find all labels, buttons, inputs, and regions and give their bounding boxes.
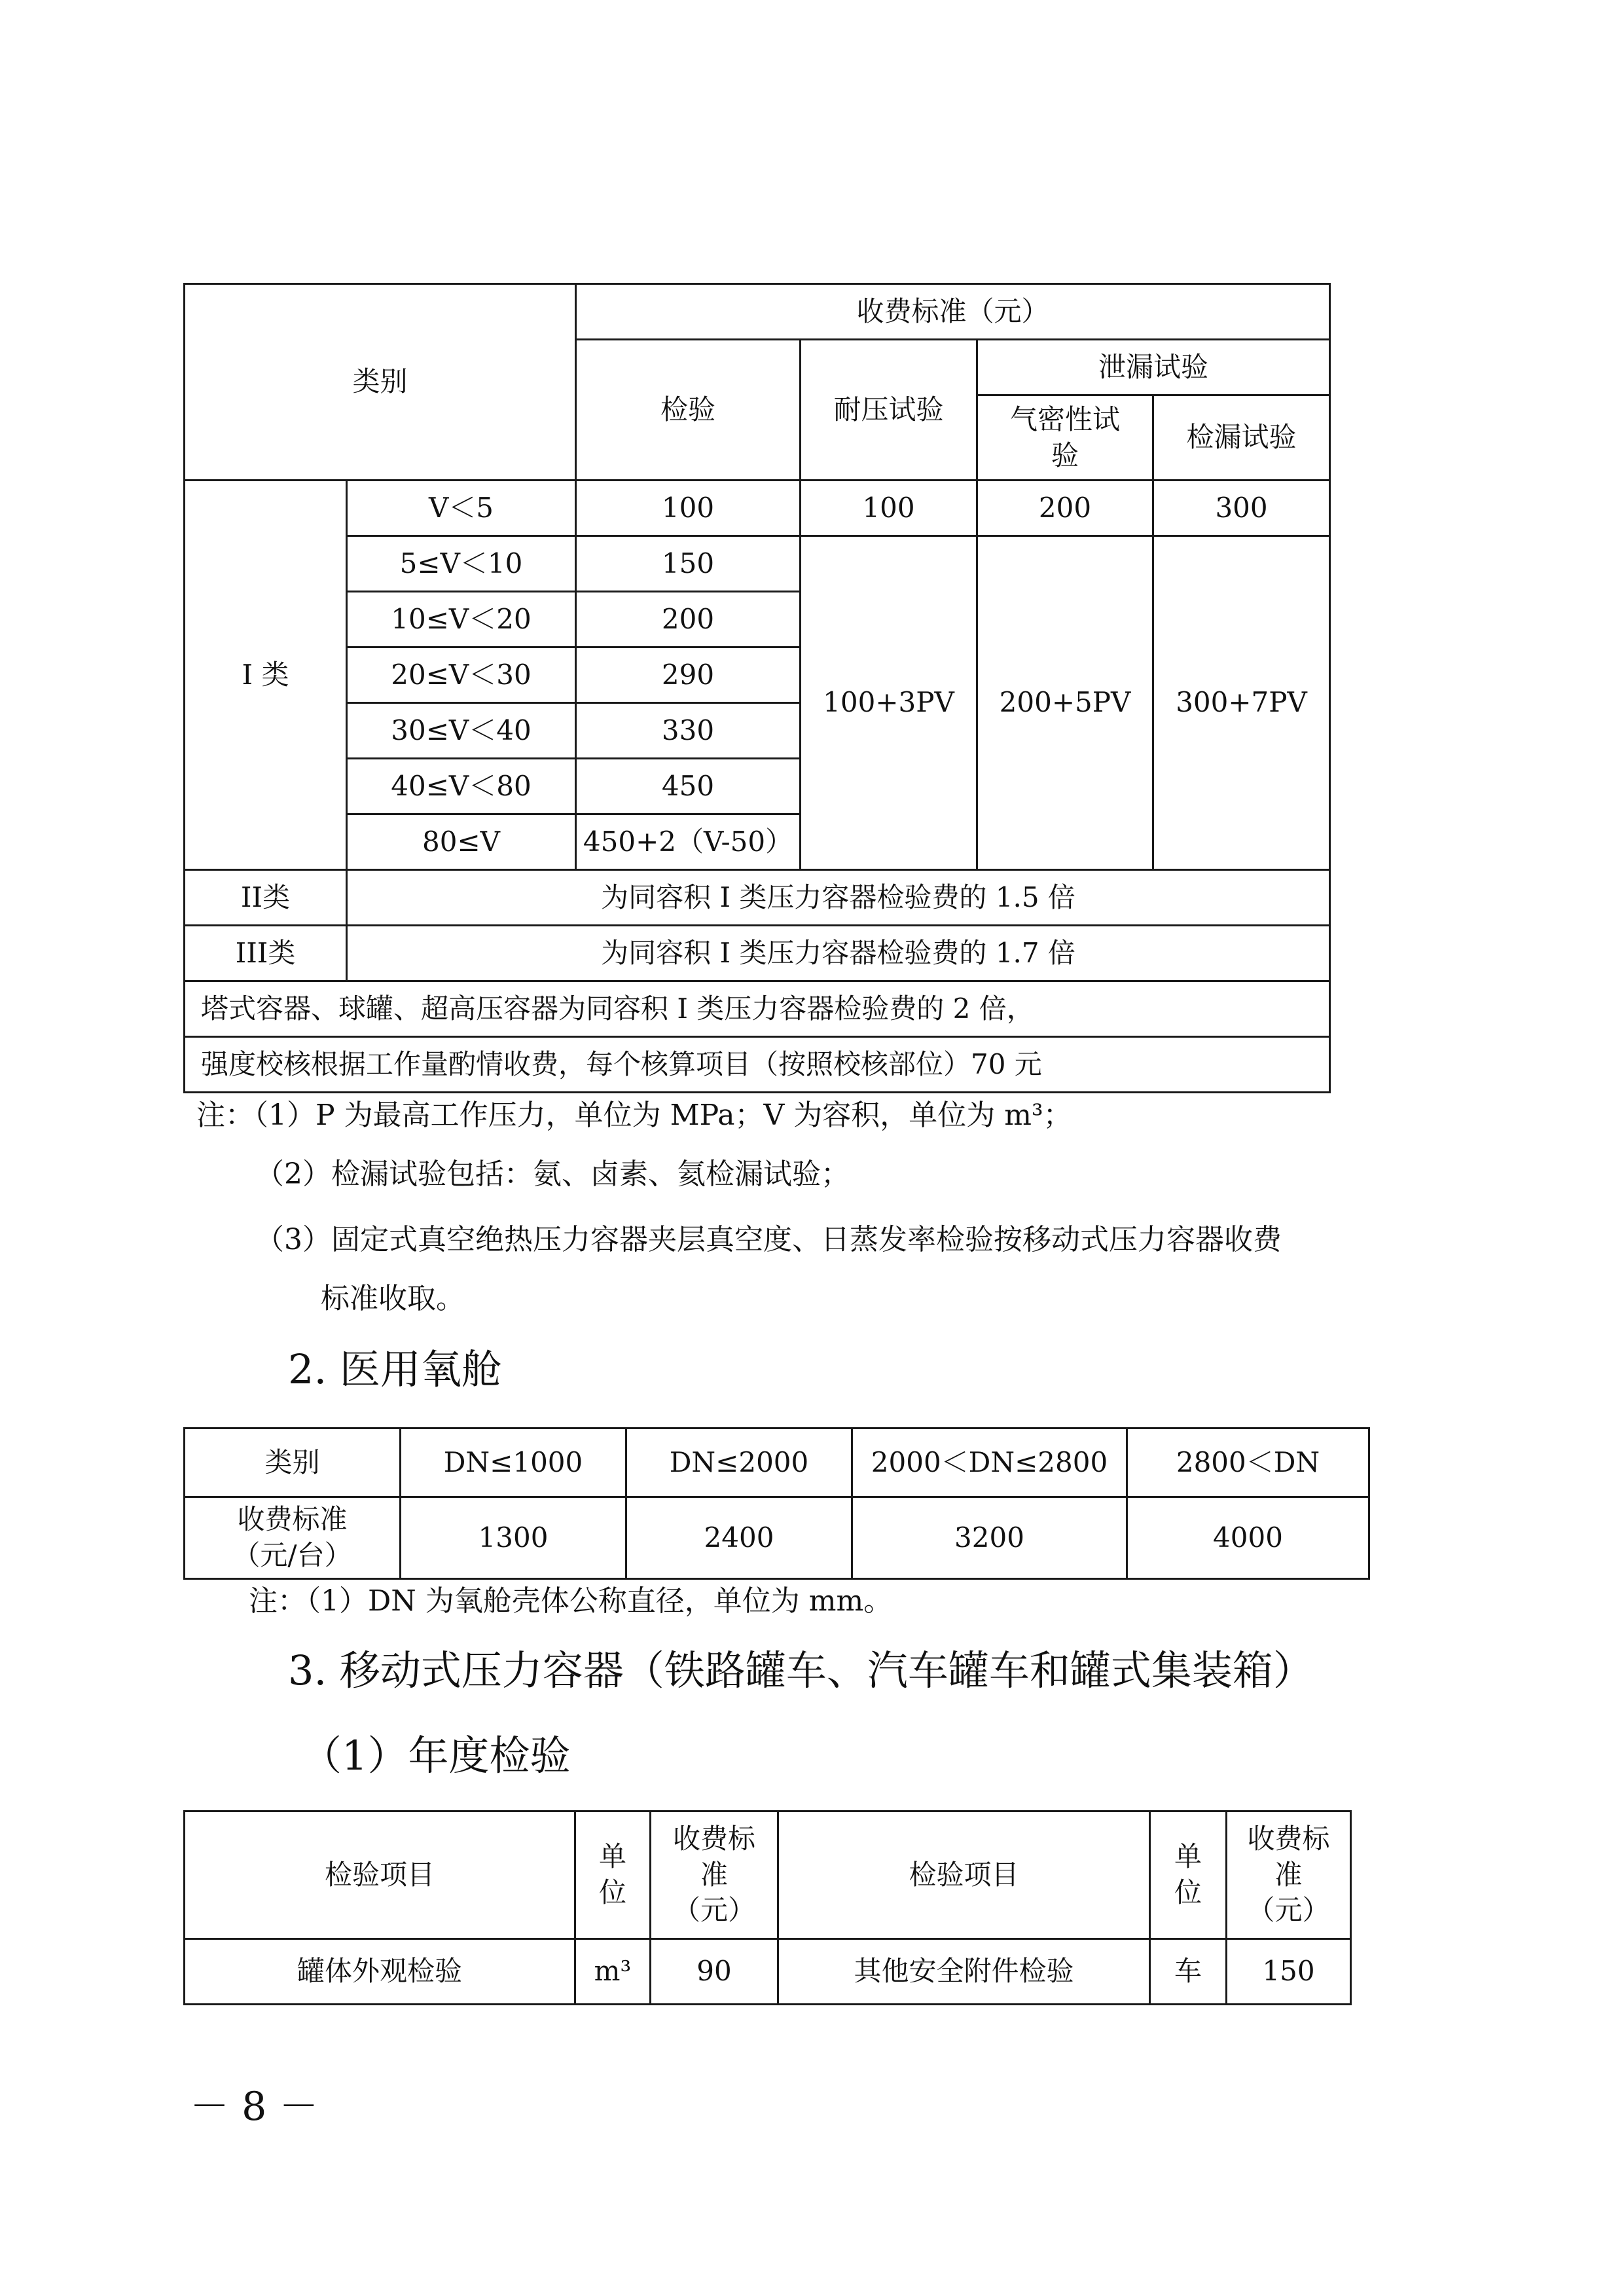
footer-line-2: 强度校核根据工作量酌情收费，每个核算项目（按照校核部位）70 元 xyxy=(185,1037,1330,1093)
range-cell: 20≤V＜30 xyxy=(347,647,576,703)
oc-row-label: 收费标准（元/台） xyxy=(185,1497,401,1579)
header-pressure-test: 耐压试验 xyxy=(801,340,977,481)
inspection-cell: 100 xyxy=(576,481,801,536)
range-cell: 80≤V xyxy=(347,814,576,870)
class3-label: III类 xyxy=(185,926,347,981)
range-cell: 40≤V＜80 xyxy=(347,759,576,814)
note-2: （2）检漏试验包括：氨、卤素、氦检漏试验； xyxy=(255,1157,850,1191)
header-leak-detection: 检漏试验 xyxy=(1153,395,1330,481)
note-3: （3）固定式真空绝热压力容器夹层真空度、日蒸发率检验按移动式压力容器收费 xyxy=(255,1223,1282,1256)
section-2-heading: 2. 医用氧舱 xyxy=(288,1345,502,1393)
range-cell: 10≤V＜20 xyxy=(347,592,576,647)
page-number: － 8 － xyxy=(190,2084,319,2130)
airtight-merged-cell: 200+5PV xyxy=(977,536,1153,870)
inspection-cell: 450+2（V-50） xyxy=(576,814,801,870)
oc-header-col: 2000＜DN≤2800 xyxy=(852,1429,1127,1497)
inspection-cell: 290 xyxy=(576,647,801,703)
pressure-cell: 100 xyxy=(801,481,977,536)
oc-header-category: 类别 xyxy=(185,1429,401,1497)
range-cell: 5≤V＜10 xyxy=(347,536,576,592)
header-leak-test: 泄漏试验 xyxy=(977,340,1330,395)
header-airtight-test: 气密性试验 xyxy=(977,395,1153,481)
ai-header-fee: 收费标准（元） xyxy=(651,1811,778,1939)
leak-merged-cell: 300+7PV xyxy=(1153,536,1330,870)
fee-table-class1 xyxy=(183,283,1331,1093)
ai-header-item: 检验项目 xyxy=(778,1811,1150,1939)
oc-header-col: DN≤1000 xyxy=(401,1429,626,1497)
class1-label: I 类 xyxy=(185,481,347,870)
range-cell: V＜5 xyxy=(347,481,576,536)
section-2-note: 注：（1）DN 为氧舱壳体公称直径，单位为 mm。 xyxy=(249,1584,893,1618)
note-3-continued: 标准收取。 xyxy=(321,1282,465,1315)
oc-value: 3200 xyxy=(852,1497,1127,1579)
oxygen-chamber-table xyxy=(183,1427,1370,1580)
header-inspection: 检验 xyxy=(576,340,801,481)
footer-line-1: 塔式容器、球罐、超高压容器为同容积 I 类压力容器检验费的 2 倍， xyxy=(185,981,1330,1037)
ai-header-unit: 单位 xyxy=(1150,1811,1227,1939)
oc-header-col: 2800＜DN xyxy=(1127,1429,1369,1497)
pressure-merged-cell: 100+3PV xyxy=(801,536,977,870)
oc-value: 2400 xyxy=(626,1497,852,1579)
range-cell: 30≤V＜40 xyxy=(347,703,576,759)
airtight-cell: 200 xyxy=(977,481,1153,536)
ai-header-unit: 单位 xyxy=(575,1811,651,1939)
ai-unit-cell: 车 xyxy=(1150,1939,1227,2005)
header-category: 类别 xyxy=(185,284,576,481)
header-fee-standard: 收费标准（元） xyxy=(576,284,1330,340)
class2-label: II类 xyxy=(185,870,347,926)
section-3-subheading: （1）年度检验 xyxy=(301,1732,571,1779)
note-1: 注：（1）P 为最高工作压力，单位为 MPa；V 为容积，单位为 m³； xyxy=(196,1099,1072,1132)
class3-text: 为同容积 I 类压力容器检验费的 1.7 倍 xyxy=(347,926,1330,981)
ai-header-fee: 收费标准（元） xyxy=(1227,1811,1351,1939)
section-3-heading: 3. 移动式压力容器（铁路罐车、汽车罐车和罐式集装箱） xyxy=(288,1647,1314,1694)
oc-header-col: DN≤2000 xyxy=(626,1429,852,1497)
ai-header-item: 检验项目 xyxy=(185,1811,575,1939)
ai-item-cell: 罐体外观检验 xyxy=(185,1939,575,2005)
oc-value: 1300 xyxy=(401,1497,626,1579)
ai-fee-cell: 150 xyxy=(1227,1939,1351,2005)
ai-unit-cell: m³ xyxy=(575,1939,651,2005)
ai-fee-cell: 90 xyxy=(651,1939,778,2005)
inspection-cell: 450 xyxy=(576,759,801,814)
oc-value: 4000 xyxy=(1127,1497,1369,1579)
annual-inspection-table xyxy=(183,1810,1352,2005)
leak-cell: 300 xyxy=(1153,481,1330,536)
inspection-cell: 200 xyxy=(576,592,801,647)
inspection-cell: 150 xyxy=(576,536,801,592)
inspection-cell: 330 xyxy=(576,703,801,759)
ai-item-cell: 其他安全附件检验 xyxy=(778,1939,1150,2005)
class2-text: 为同容积 I 类压力容器检验费的 1.5 倍 xyxy=(347,870,1330,926)
